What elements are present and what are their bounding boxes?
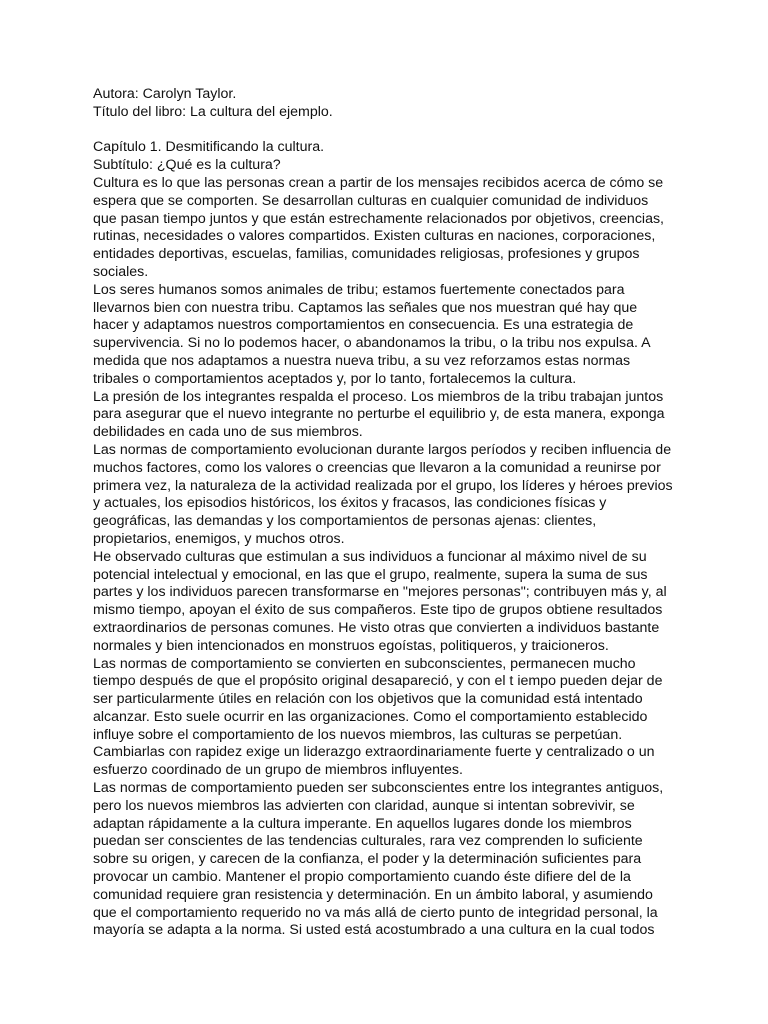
paragraph-behavior-norms-evolve: Las normas de comportamiento evolucionan durante largos períodos y reciben influencia de muchos factores, como los valores o creencias que llevaron a la comunidad a reunirse por primera vez, la naturaleza de la actividad realizada por el grupo, los líderes y héroes previos y actuales, los episodios históricos, los éxitos y fracasos, las condiciones físicas y geográficas, las demandas y los comportamientos de personas ajenas: clientes, propietarios, enemigos, y muchos otros. (93, 441, 673, 547)
paragraph-what-is-culture: Cultura es lo que las personas crean a partir de los mensajes recibidos acerca de cómo se espera que se comporten. Se desarrollan culturas en cualquier comunidad de individuos que pasan tiempo juntos y que están estrechamente relacionados por objetivos, creencias, rutinas, necesidades o valores compartidos. Existen culturas en naciones, corporaciones, entidades deportivas, escuelas, familias, comunidades religiosas, profesiones y grupos sociales. (93, 174, 664, 280)
paragraph-peer-pressure: La presión de los integrantes respalda el proceso. Los miembros de la tribu trabajan juntos para asegurar que el nuevo integrante no perturbe el equilibrio y, de esta manera, exponga debilidades en cada uno de sus miembros. (93, 388, 665, 441)
chapter-subtitle: Subtítulo: ¿Qué es la cultura? (93, 157, 281, 174)
blank-line (93, 122, 683, 140)
paragraph-subconscious-norms: Las normas de comportamiento se convierten en subconscientes, permanecen mucho tiempo después de que el propósito original desapareció, y con el t iempo pueden dejar de ser particularmente útiles en relación con los objetivos que la comunidad está intentado alcanzar. Esto suele ocurrir en las organizaciones. Como el comportamiento establecido influye sobre el comportamiento de los nuevos miembros, las culturas se perpetúan. Cambiarlas con rapidez exige un liderazgo extraordinariamente fuerte y centralizado o un esfuerzo coordinado de un grupo de miembros influyentes. (93, 655, 663, 779)
book-title-line: Título del libro: La cultura del ejemplo. (93, 103, 333, 120)
paragraph-observed-cultures: He observado culturas que estimulan a sus individuos a funcionar al máximo nivel de su potencial intelectual y emocional, en las que el grupo, realmente, supera la suma de sus partes y los individuos parecen transformarse en "mejores personas"; contribuyen más y, al mismo tiempo, apoyan el éxito de sus compañeros. Este tipo de grupos obtiene resultados extraordinarios de personas comunes. He visto otras que convierten a individuos bastante normales y bien intencionados en monstruos egoístas, politiqueros, y traicioneros. (93, 548, 667, 654)
author-line: Autora: Carolyn Taylor. (93, 86, 237, 102)
chapter-heading: Capítulo 1. Desmitificando la cultura. (93, 139, 325, 156)
document-page (93, 86, 683, 940)
paragraph-tribal-humans: Los seres humanos somos animales de tribu; estamos fuertemente conectados para llevarnos bien con nuestra tribu. Captamos las señales que nos muestran qué hay que hacer y adaptamos nuestros comportamientos en consecuencia. Es una estrategia de supervivencia. Si no lo podemos hacer, o abandonamos la tribu, o la tribu nos expulsa. A medida que nos adaptamos a nuestra nueva tribu, a su vez reforzamos estas normas tribales o comportamientos aceptados y, por lo tanto, fortalecemos la cultura. (93, 281, 650, 387)
paragraph-new-members: Las normas de comportamiento pueden ser subconscientes entre los integrantes antiguos, pero los nuevos miembros las advierten con claridad, aunque si intentan sobrevivir, se adaptan rápidamente a la cultura imperante. En aquellos lugares donde los miembros puedan ser conscientes de las tendencias culturales, rara vez comprenden lo suficiente sobre su origen, y carecen de la confianza, el poder y la determinación suficientes para provocar un cambio. Mantener el propio comportamiento cuando éste difiere del de la comunidad requiere gran resistencia y determinación. En un ámbito laboral, y asumiendo que el comportamiento requerido no va más allá de cierto punto de integridad personal, la mayoría se adapta a la norma. Si usted está acostumbrado a una cultura en la cual todos (93, 780, 664, 939)
